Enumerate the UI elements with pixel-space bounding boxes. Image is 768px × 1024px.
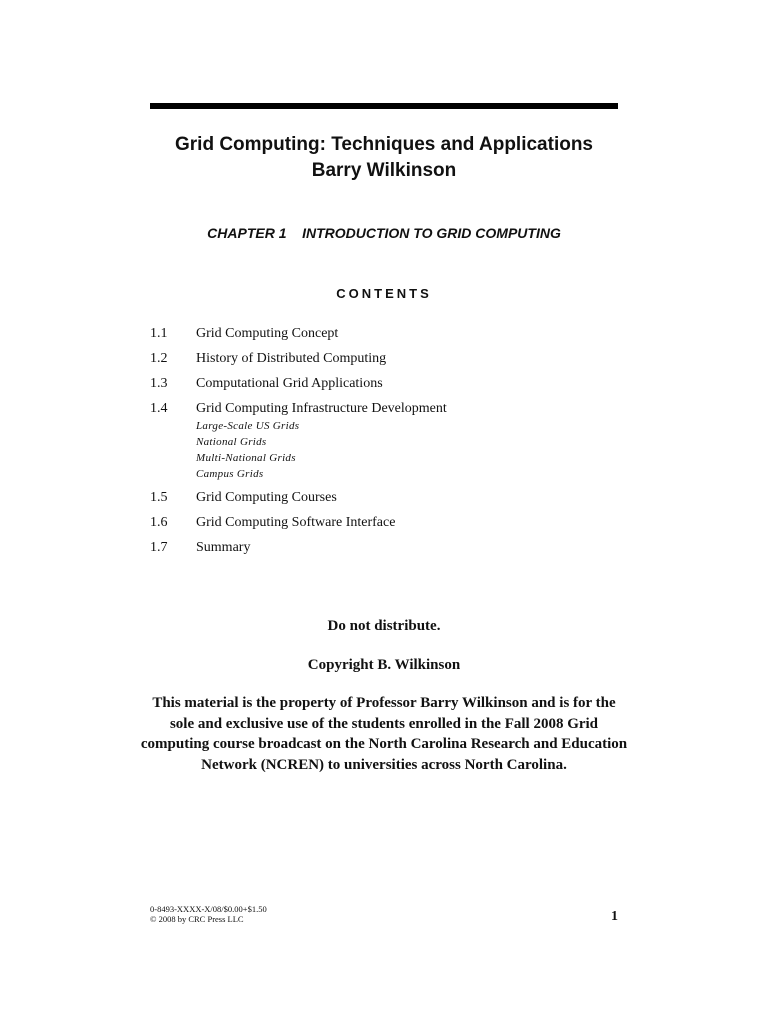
- toc-entry-title: History of Distributed Computing: [196, 351, 387, 366]
- toc-entry-title: Summary: [196, 540, 251, 555]
- footer-code: 0-8493-XXXX-X/08/$0.00+$1.50: [150, 904, 267, 914]
- toc-entry-number: 1.3: [150, 376, 168, 391]
- toc-entry-title: Grid Computing Concept: [196, 326, 339, 341]
- toc-entry-number: 1.4: [150, 401, 168, 416]
- author-name: Barry Wilkinson: [311, 160, 457, 181]
- toc-row: [150, 375, 618, 393]
- toc-entry-number: 1.6: [150, 515, 168, 530]
- toc-row: [150, 539, 618, 557]
- property-notice: This material is the property of Professor Barry Wilkinson and is for the sole and exclusive use of the students enrolled in the Fall 2008 Grid computing course broadcast on the North Carolina Research and Education Network (NCREN) to universities across North Carolina.: [140, 695, 628, 773]
- toc-entry-title: Grid Computing Courses: [196, 490, 337, 505]
- toc-subentry: Campus Grids: [196, 468, 264, 480]
- toc-entry-title: Computational Grid Applications: [196, 376, 383, 391]
- toc-entry-number: 1.5: [150, 490, 168, 505]
- toc-entry: [150, 539, 618, 557]
- toc-subentry: Multi-National Grids: [196, 452, 296, 464]
- toc-subentry: National Grids: [196, 436, 267, 448]
- toc-row: [150, 489, 618, 507]
- toc-entry-number: 1.2: [150, 351, 168, 366]
- toc-entry-title: Grid Computing Infrastructure Development: [196, 401, 447, 416]
- toc-row: [150, 514, 618, 532]
- toc-subentry: Large-Scale US Grids: [196, 420, 300, 432]
- book-title: Grid Computing: Techniques and Applications: [175, 134, 593, 155]
- toc-entry: [150, 400, 618, 482]
- toc-entry: [150, 514, 618, 532]
- toc-row: [150, 350, 618, 368]
- toc-entry: [150, 489, 618, 507]
- toc-entry: [150, 375, 618, 393]
- chapter-label: CHAPTER 1: [207, 225, 287, 241]
- page-number: 1: [611, 909, 618, 924]
- chapter-title: INTRODUCTION TO GRID COMPUTING: [302, 225, 561, 241]
- contents-heading: CONTENTS: [336, 286, 432, 301]
- toc-row: [150, 400, 618, 418]
- toc-entry: [150, 325, 618, 343]
- chapter-heading: [120, 224, 648, 242]
- toc-entry-title: Grid Computing Software Interface: [196, 515, 396, 530]
- copyright-notice: Copyright B. Wilkinson: [307, 657, 461, 673]
- toc-row: [150, 325, 618, 343]
- toc-entry-number: 1.1: [150, 326, 168, 341]
- top-rule: [150, 103, 618, 109]
- distribution-notice: Do not distribute.: [327, 618, 441, 634]
- toc-entry-number: 1.7: [150, 540, 168, 555]
- footer-publisher: © 2008 by CRC Press LLC: [150, 914, 244, 924]
- table-of-contents: [150, 325, 618, 564]
- title-block: [120, 132, 648, 184]
- footer-info: [150, 904, 267, 924]
- toc-entry: [150, 350, 618, 368]
